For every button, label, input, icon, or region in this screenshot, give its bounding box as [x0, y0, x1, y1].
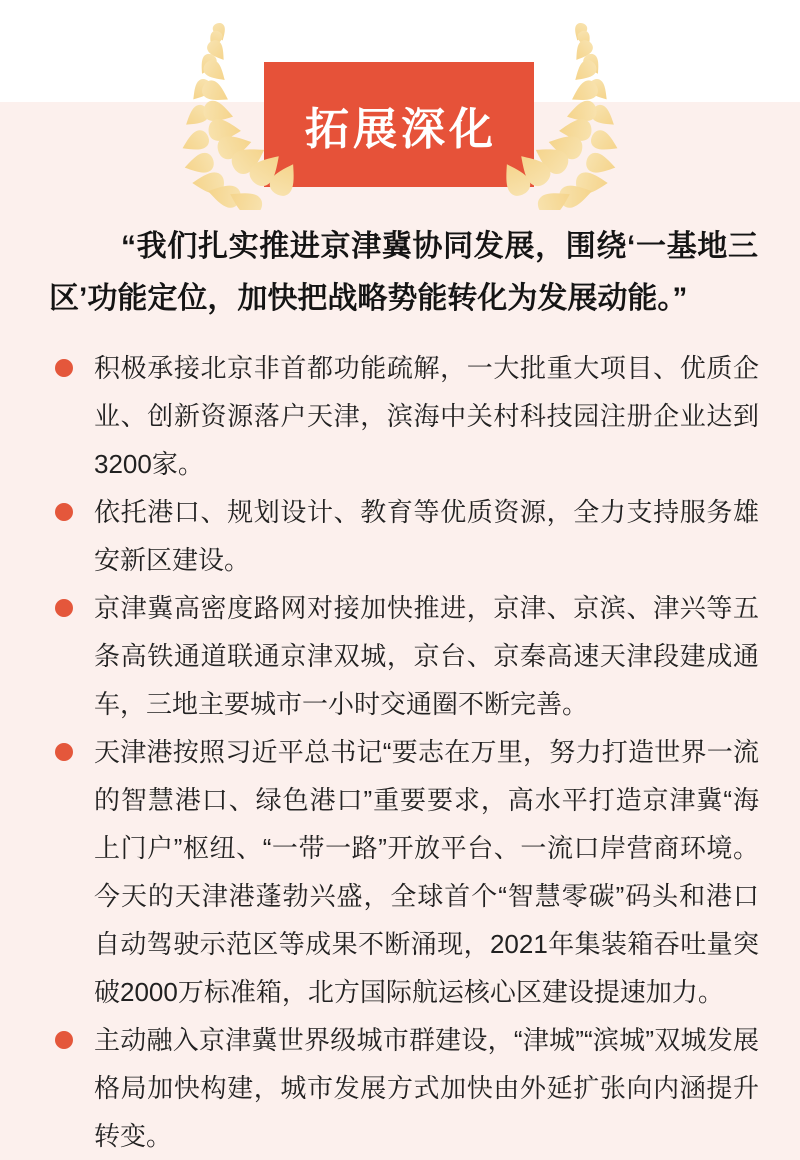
- section-title: 拓展深化: [305, 104, 497, 154]
- bullet-dot-icon: [55, 359, 73, 377]
- list-item: [55, 344, 759, 488]
- bullet-dot-icon: [55, 1031, 73, 1049]
- achievement-list: [55, 344, 759, 1160]
- list-item: [55, 488, 759, 584]
- list-item: [55, 728, 759, 1016]
- bullet-dot-icon: [55, 503, 73, 521]
- bullet-dot-icon: [55, 743, 73, 761]
- list-item-text: 积极承接北京非首都功能疏解，一大批重大项目、优质企业、创新资源落户天津，滨海中关村科技园注册企业达到3200家。: [94, 353, 759, 479]
- list-item-text: 主动融入京津冀世界级城市群建设，“津城”“滨城”双城发展格局加快构建，城市发展方式加快由外延扩张向内涵提升转变。: [94, 1025, 759, 1151]
- list-item-text: 依托港口、规划设计、教育等优质资源，全力支持服务雄安新区建设。: [94, 497, 759, 575]
- list-item-text: 京津冀高密度路网对接加快推进，京津、京滨、津兴等五条高铁通道联通京津双城，京台、京秦高速天津段建成通车，三地主要城市一小时交通圈不断完善。: [94, 593, 759, 719]
- bullet-dot-icon: [55, 599, 73, 617]
- list-item-text: 天津港按照习近平总书记“要志在万里，努力打造世界一流的智慧港口、绿色港口”重要要求，高水平打造京津冀“海上门户”枢纽、“一带一路”开放平台、一流口岸营商环境。今天的天津港蓬勃兴盛，全球首个“智慧零碳”码头和港口自动驾驶示范区等成果不断涌现，2021年集装箱吞吐量突破2000万标准箱，北方国际航运核心区建设提速加力。: [94, 737, 759, 1007]
- list-item: [55, 584, 759, 728]
- lead-quote: “我们扎实推进京津冀协同发展，围绕‘一基地三区’功能定位，加快把战略势能转化为发展动能。”: [49, 230, 758, 315]
- laurel-branch-right-icon: [492, 18, 624, 210]
- list-item: [55, 1016, 759, 1160]
- laurel-branch-left-icon: [176, 18, 308, 210]
